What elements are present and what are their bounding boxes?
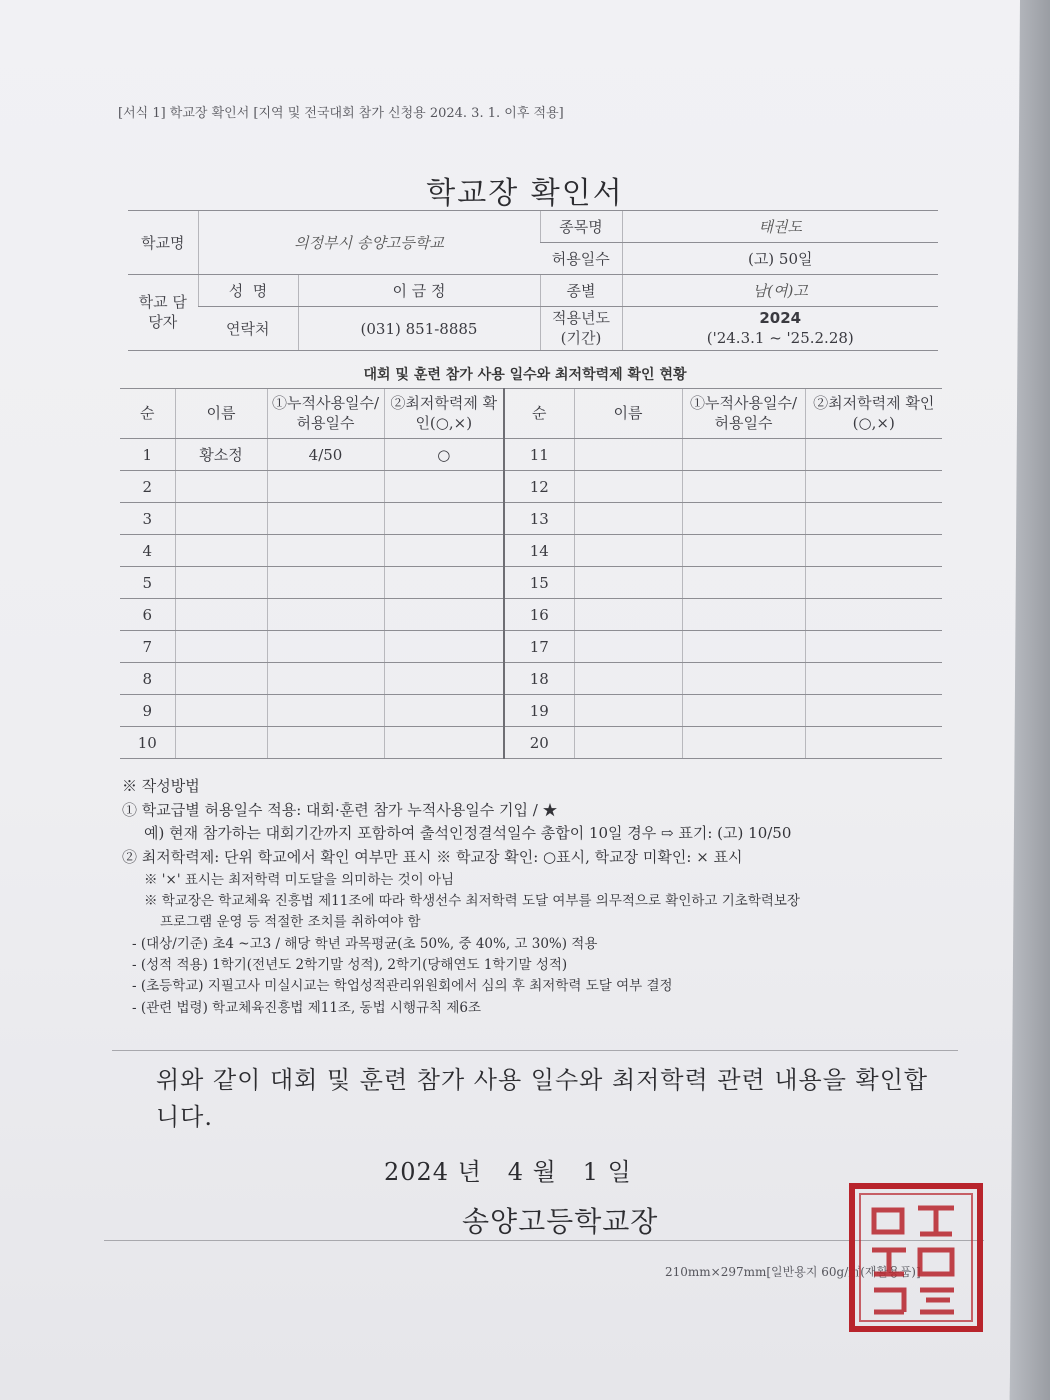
student-name: [574, 599, 682, 631]
note-item-1: ① 학교급별 허용일수 적용: 대회·훈련 참가 누적사용일수 기입 / ★: [122, 800, 558, 819]
student-name: [175, 535, 267, 567]
table-row: [120, 695, 942, 727]
row-number: 5: [120, 567, 175, 599]
used-days: [682, 535, 805, 567]
used-days: [267, 471, 384, 503]
student-name: [175, 471, 267, 503]
row-number: 8: [120, 663, 175, 695]
header-check-right: ②최저학력제 확인(○,×): [805, 389, 942, 439]
row-number: 10: [120, 727, 175, 759]
min-academic-check: [384, 471, 504, 503]
note-dash-1: - (대상/기준) 초4 ~고3 / 해당 학년 과목평균(초 50%, 중 40%, 고 30%) 적용: [132, 935, 598, 952]
min-academic-check: [805, 599, 942, 631]
student-name: [175, 727, 267, 759]
min-academic-check: [384, 599, 504, 631]
table-row: [120, 599, 942, 631]
header-no-right: 순: [504, 389, 574, 439]
allowed-days-label: 허용일수: [540, 243, 622, 275]
used-days: [267, 503, 384, 535]
table-row: [120, 503, 942, 535]
min-academic-check: [805, 631, 942, 663]
sport-value: 태권도: [622, 211, 938, 243]
used-days: [267, 599, 384, 631]
header-check: ②최저학력제 확인(○,×): [384, 389, 504, 439]
sport-label: 종목명: [540, 211, 622, 243]
used-days: [267, 695, 384, 727]
min-academic-check: [805, 471, 942, 503]
row-number: 16: [504, 599, 574, 631]
row-number: 17: [504, 631, 574, 663]
contact-phone-value: (031) 851-8885: [298, 307, 540, 351]
confirmation-text: 위와 같이 대회 및 훈련 참가 사용 일수와 최저학력 관련 내용을 확인합니다.: [156, 1066, 929, 1132]
student-name: [574, 471, 682, 503]
note-sub-2: ※ 학교장은 학교체육 진흥법 제11조에 따라 학생선수 최저학력 도달 여부를 의무적으로 확인하고 기초학력보장: [144, 893, 800, 910]
contact-name-label: 성 명: [198, 275, 298, 307]
used-days: [682, 439, 805, 471]
min-academic-check: [805, 439, 942, 471]
gender-value: 남(여)고: [622, 275, 938, 307]
student-name: [175, 631, 267, 663]
table-row: [120, 567, 942, 599]
min-academic-check: [384, 727, 504, 759]
document-title: 학교장 확인서: [426, 176, 624, 211]
min-academic-check: [384, 695, 504, 727]
used-days: [682, 695, 805, 727]
year-label: 적용년도 (기간): [540, 307, 622, 351]
school-label: 학교명: [128, 211, 198, 275]
note-sub-1: ※ '×' 표시는 최저학력 미도달을 의미하는 것이 아님: [144, 871, 455, 888]
row-number: 20: [504, 727, 574, 759]
notes-heading: ※ 작성방법: [122, 777, 200, 795]
used-days: [682, 471, 805, 503]
student-name: [574, 535, 682, 567]
school-value: 의정부시 송양고등학교: [198, 211, 540, 275]
row-number: 4: [120, 535, 175, 567]
instructions: [122, 775, 982, 1019]
student-name: [574, 663, 682, 695]
table-row: [120, 535, 942, 567]
used-days: [682, 631, 805, 663]
used-days: [267, 727, 384, 759]
paper-size-note: 210mm×297mm[일반용지 60g/㎡(재활용품)]: [665, 1265, 921, 1279]
contact-name-value: 이 금 정: [298, 275, 540, 307]
divider-top: [112, 1050, 958, 1051]
allowed-days-value: (고) 50일: [622, 243, 938, 275]
used-days: 4/50: [267, 439, 384, 471]
row-number: 9: [120, 695, 175, 727]
header-name-right: 이름: [574, 389, 682, 439]
student-name: [574, 631, 682, 663]
min-academic-check: [805, 727, 942, 759]
contact-phone-label: 연락처: [198, 307, 298, 351]
used-days: [267, 663, 384, 695]
note-dash-2: - (성적 적용) 1학기(전년도 2학기말 성적), 2학기(당해연도 1학기말 성적): [132, 957, 568, 974]
min-academic-check: [384, 631, 504, 663]
row-number: 3: [120, 503, 175, 535]
student-name: [574, 727, 682, 759]
used-days: [682, 663, 805, 695]
min-academic-check: [805, 535, 942, 567]
min-academic-check: [805, 663, 942, 695]
used-days: [267, 567, 384, 599]
table-row: [120, 471, 942, 503]
used-days: [682, 727, 805, 759]
row-number: 7: [120, 631, 175, 663]
used-days: [682, 503, 805, 535]
student-name: [175, 695, 267, 727]
note-sub-2-cont: 프로그램 운영 등 적절한 조치를 취하여야 함: [160, 914, 421, 931]
row-number: 1: [120, 439, 175, 471]
min-academic-check: [384, 567, 504, 599]
table-header-row: [120, 389, 942, 439]
section-title: 대회 및 훈련 참가 사용 일수와 최저학력제 확인 현황: [363, 367, 687, 383]
school-seal: [846, 1180, 986, 1335]
row-number: 15: [504, 567, 574, 599]
header-no: 순: [120, 389, 175, 439]
student-name: [175, 567, 267, 599]
table-row: [120, 727, 942, 759]
used-days: [682, 599, 805, 631]
row-number: 2: [120, 471, 175, 503]
table-row: [120, 631, 942, 663]
min-academic-check: [805, 503, 942, 535]
student-name: [175, 663, 267, 695]
gender-label: 종별: [540, 275, 622, 307]
row-number: 12: [504, 471, 574, 503]
row-number: 18: [504, 663, 574, 695]
min-academic-check: [384, 503, 504, 535]
school-info-table: [128, 210, 938, 351]
header-name: 이름: [175, 389, 267, 439]
header-days: ①누적사용일수/ 허용일수: [267, 389, 384, 439]
header-days-right: ①누적사용일수/ 허용일수: [682, 389, 805, 439]
note-item-1-example: 예) 현재 참가하는 대회기간까지 포함하여 출석인정결석일수 총합이 10일 경우 ⇨ 표기: (고) 10/50: [144, 824, 792, 843]
year-value: 2024: [759, 309, 802, 327]
form-header: [서식 1] 학교장 확인서 [지역 및 전국대회 참가 신청용 2024. 3. 1. 이후 적용]: [118, 106, 564, 121]
min-academic-check: [384, 663, 504, 695]
student-name: [574, 503, 682, 535]
table-row: [120, 439, 942, 471]
min-academic-check: [805, 695, 942, 727]
student-name: [175, 599, 267, 631]
student-name: [574, 567, 682, 599]
participation-table: [120, 388, 942, 759]
note-item-2: ② 최저학력제: 단위 학교에서 확인 여부만 표시 ※ 학교장 확인: ○표시, 학교장 미확인: × 표시: [122, 848, 743, 867]
student-name: [175, 503, 267, 535]
used-days: [682, 567, 805, 599]
row-number: 11: [504, 439, 574, 471]
note-dash-3: - (초등학교) 지필고사 미실시교는 학업성적관리위원회에서 심의 후 최저학력 도달 여부 결정: [132, 978, 673, 995]
row-number: 13: [504, 503, 574, 535]
min-academic-check: [384, 535, 504, 567]
student-name: [574, 695, 682, 727]
table-row: [120, 663, 942, 695]
min-academic-check: [805, 567, 942, 599]
principal-name: 송양고등학교장: [462, 1205, 659, 1238]
contact-group-label: 학교 담당자: [128, 275, 198, 351]
used-days: [267, 631, 384, 663]
row-number: 6: [120, 599, 175, 631]
row-number: 14: [504, 535, 574, 567]
min-academic-check: ○: [384, 439, 504, 471]
period-value: ('24.3.1 ~ '25.2.28): [706, 328, 854, 347]
student-name: [574, 439, 682, 471]
note-dash-4: - (관련 법령) 학교체육진흥법 제11조, 동법 시행규칙 제6조: [132, 999, 482, 1016]
year-cell: [622, 307, 938, 351]
row-number: 19: [504, 695, 574, 727]
issue-date: 2024 년 4 월 1 일: [384, 1158, 632, 1186]
used-days: [267, 535, 384, 567]
student-name: 황소정: [175, 439, 267, 471]
